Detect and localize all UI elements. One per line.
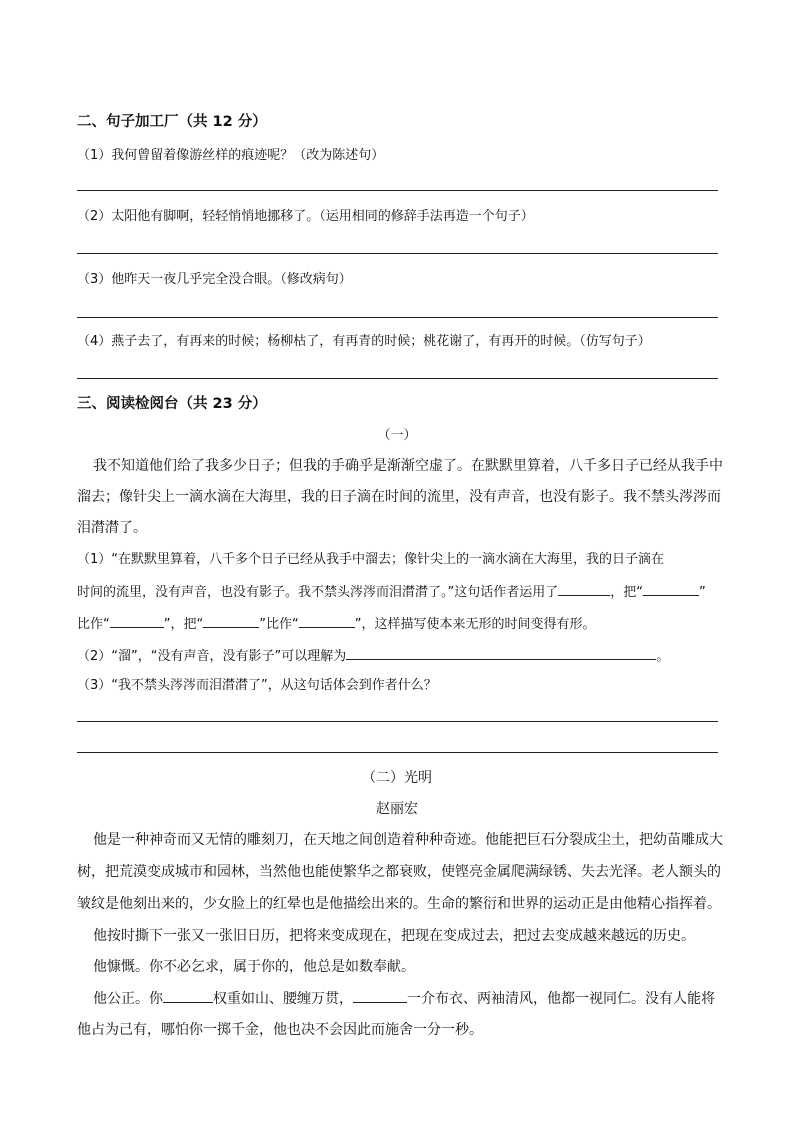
- part1-question-1-line-2: [77, 583, 706, 601]
- passage1-line-2: 溜去；像针尖上一滴水滴在大海里，我的日子滴在时间的流里，没有声音，也没有影子。我不禁头涔涔而: [77, 489, 721, 505]
- p4-text-a: 他公正。你: [93, 991, 163, 1007]
- passage2-p1-line-2: 树，把荒漠变成城市和园林，当然他也能使繁华之都衰败，使铿亮金属爬满绿锈、失去光泽。老人额头的: [77, 864, 721, 880]
- answer-line-q4[interactable]: [77, 378, 718, 379]
- section2-question-1: （1）我何曾留着像游丝样的痕迹呢？（改为陈述句）: [77, 148, 385, 163]
- section2-question-2: （2）太阳他有脚啊，轻轻悄悄地挪移了。（运用相同的修辞手法再造一个句子）: [77, 209, 534, 224]
- passage2-p3: 他慷慨。你不必乞求，属于你的，他总是如数奉献。: [93, 959, 415, 975]
- passage2-p4-line-2: 他占为己有，哪怕你一掷千金，他也决不会因此而施舍一分一秒。: [77, 1022, 483, 1038]
- part1-question-1-line-1: （1）“在默默里算着，八千多个日子已经从我手中溜去；像针尖上的一滴水滴在大海里，我的日子滴在: [77, 552, 665, 567]
- q1-text-b: ，把“: [610, 585, 643, 600]
- part1-question-1-line-3: [77, 615, 595, 633]
- passage1-line-1: 我不知道他们给了我多少日子；但我的手确乎是渐渐空虚了。在默默里算着，八千多日子已经从我手中: [93, 458, 723, 474]
- section2-heading: 二、句子加工厂（共 12 分）: [77, 114, 267, 130]
- p4-text-c: 一介布衣、两袖清风，他都一视同仁。没有人能将: [407, 991, 715, 1007]
- q1-text-c: ”: [699, 585, 706, 600]
- q1-text-e: ”，把“: [163, 617, 204, 632]
- answer-line-part1-q3-b[interactable]: [77, 752, 718, 753]
- section2-question-4: （4）燕子去了，有再来的时候；杨柳枯了，有再青的时候；桃花谢了，有再开的时候。（仿写句子）: [77, 334, 651, 349]
- passage2-p2: 他按时撕下一张又一张旧日历，把将来变成现在，把现在变成过去，把过去变成越来越远的历史。: [93, 928, 695, 944]
- q2-text-a: （2）“溜”，“没有声音，没有影子”可以理解为: [77, 649, 347, 664]
- blank-conjunction-2[interactable]: [353, 990, 407, 1003]
- q1-text-f: ”比作“: [259, 617, 299, 632]
- passage2-p1-line-1: 他是一种神奇而又无情的雕刻刀，在天地之间创造着种种奇迹。他能把巨石分裂成尘土，把幼苗雕成大: [93, 832, 723, 848]
- reading-part2-author: 赵丽宏: [376, 801, 418, 817]
- section3-heading: 三、阅读检阅台（共 23 分）: [77, 396, 267, 412]
- blank-object-2[interactable]: [299, 615, 355, 628]
- passage1-line-3: 泪潸潸了。: [77, 520, 147, 536]
- part1-question-2: [77, 647, 669, 665]
- section2-question-3: （3）他昨天一夜几乎完全没合眼。（修改病句）: [77, 272, 352, 287]
- blank-subject-2[interactable]: [203, 615, 259, 628]
- answer-line-part1-q3-a[interactable]: [77, 721, 718, 722]
- blank-conjunction-1[interactable]: [163, 990, 213, 1003]
- blank-object-1[interactable]: [110, 615, 164, 628]
- answer-line-q1[interactable]: [77, 190, 718, 191]
- q2-text-b: 。: [656, 649, 670, 664]
- passage2-p1-line-3: 皱纹是他刻出来的，少女脸上的红晕也是他描绘出来的。生命的繁衍和世界的运动正是由他精心指挥着。: [77, 896, 721, 912]
- answer-line-q2[interactable]: [77, 253, 718, 254]
- blank-rhetoric[interactable]: [558, 583, 610, 596]
- part1-question-3: （3）“我不禁头涔涔而泪潸潸了”，从这句话体会到作者什么？: [77, 678, 437, 693]
- q1-text-d: 比作“: [77, 617, 110, 632]
- p4-text-b: 权重如山、腰缠万贯，: [213, 991, 353, 1007]
- q1-text-a: 时间的流里，没有声音，也没有影子。我不禁头涔涔而泪潸潸了。”这句话作者运用了: [77, 585, 559, 600]
- blank-understanding[interactable]: [346, 647, 656, 660]
- passage2-p4-line-1: [93, 990, 715, 1008]
- blank-subject-1[interactable]: [643, 583, 699, 596]
- reading-part1-title: （一）: [377, 428, 417, 443]
- q1-text-g: ”，这样描写使本来无形的时间变得有形。: [354, 617, 596, 632]
- reading-part2-title: （二）光明: [362, 770, 432, 786]
- answer-line-q3[interactable]: [77, 317, 718, 318]
